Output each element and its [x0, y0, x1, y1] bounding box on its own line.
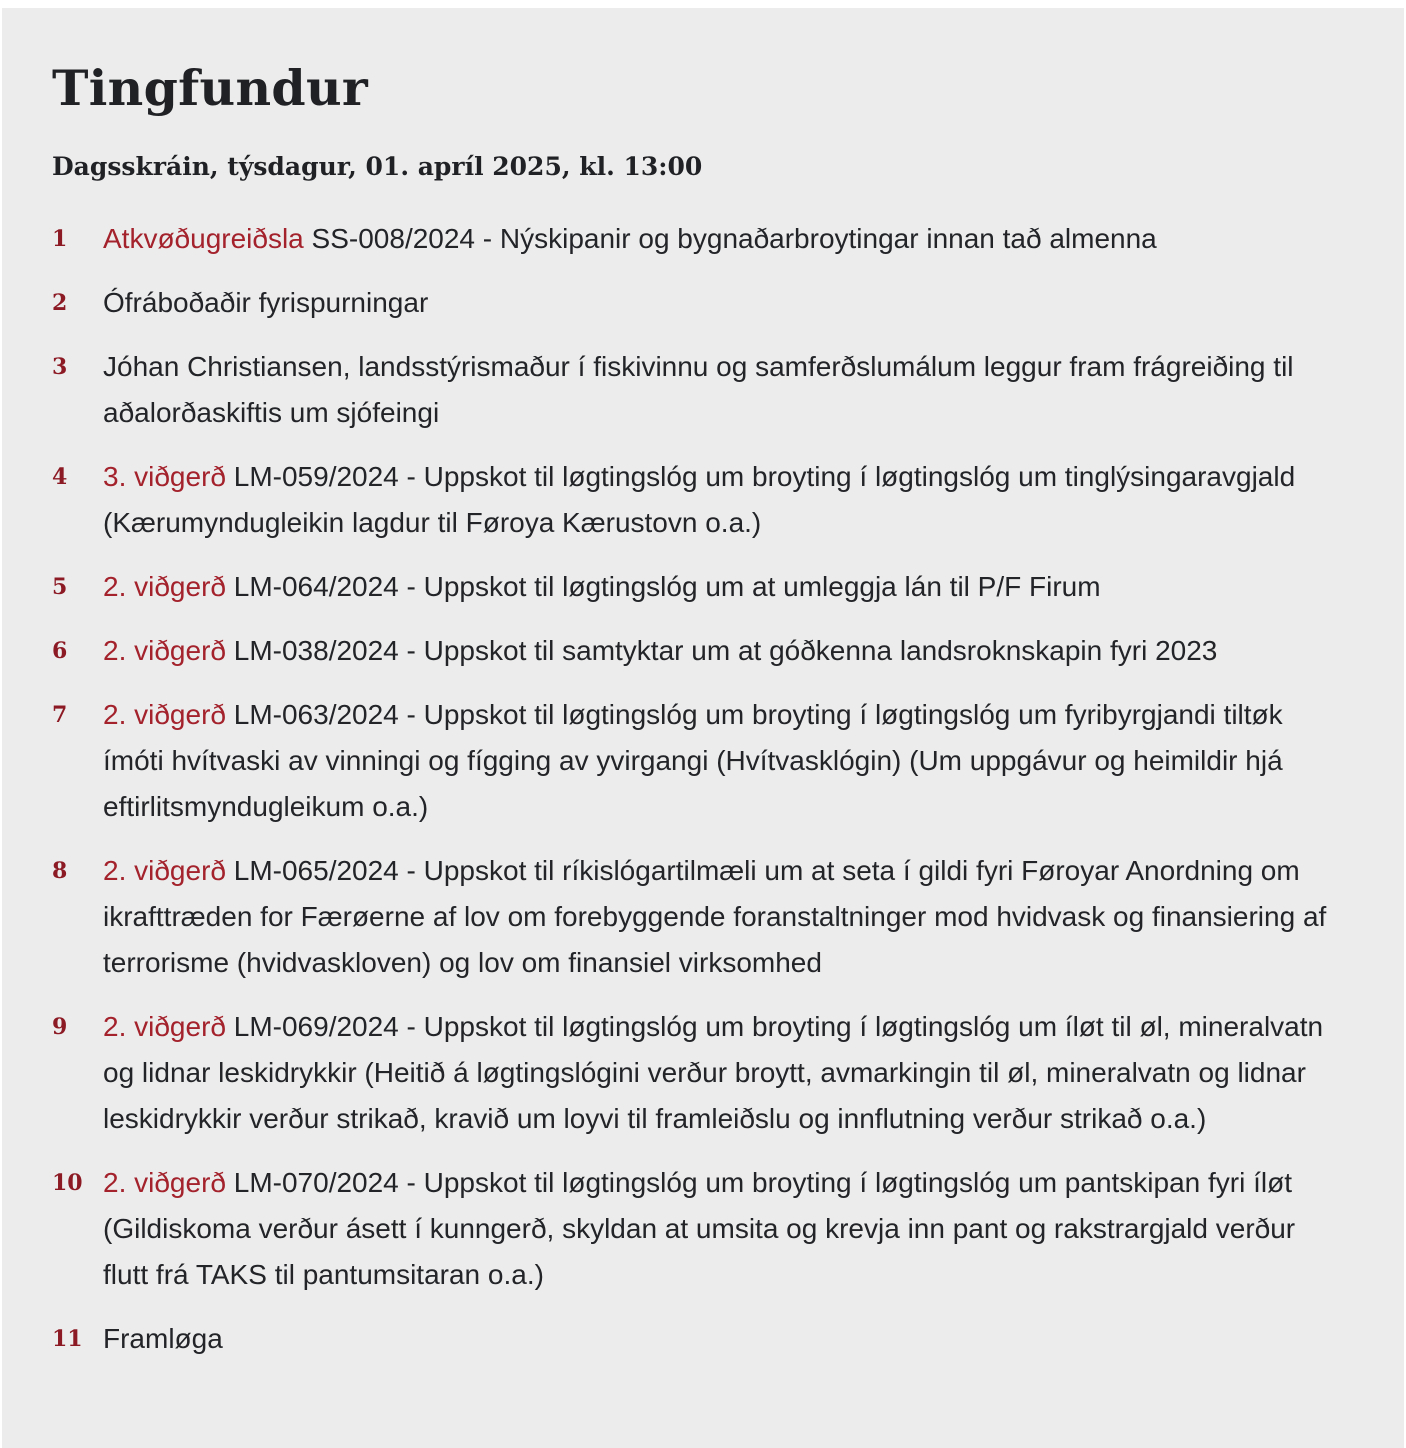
- item-stage-link[interactable]: Atkvøðugreiðsla: [103, 223, 304, 254]
- item-number: 10: [52, 1170, 83, 1196]
- item-description: Framløga: [103, 1323, 223, 1354]
- item-number: 9: [52, 1014, 68, 1040]
- item-number: 1: [52, 226, 68, 252]
- item-stage-link[interactable]: 2. viðgerð: [103, 1011, 226, 1042]
- item-stage-link[interactable]: 2. viðgerð: [103, 855, 226, 886]
- item-description: Ófráboðaðir fyrispurningar: [103, 287, 429, 318]
- item-number: 5: [52, 574, 68, 600]
- agenda-item-4: [52, 454, 1354, 546]
- item-description: LM-070/2024 - Uppskot til løgtingslóg um broyting í løgtingslóg um pantskipan fyri íløt (Gildiskoma verður ásett í kunngerð, skyldan at umsita og krevja inn pant og rakstrargjald verður flutt frá TAKS til pantumsitaran o.a.): [103, 1167, 1296, 1290]
- item-number: 7: [52, 702, 68, 728]
- item-text: [103, 454, 1354, 546]
- item-stage-link[interactable]: 2. viðgerð: [103, 1167, 226, 1198]
- agenda-item-7: [52, 692, 1354, 830]
- agenda-item-6: [52, 628, 1354, 674]
- agenda-item-9: [52, 1004, 1354, 1142]
- item-stage-link[interactable]: 2. viðgerð: [103, 635, 226, 666]
- item-number: 8: [52, 858, 68, 884]
- item-text: [103, 628, 1354, 674]
- item-text: [103, 216, 1354, 262]
- agenda-item-1: [52, 216, 1354, 262]
- item-stage-link[interactable]: 2. viðgerð: [103, 699, 226, 730]
- item-number: 6: [52, 638, 68, 664]
- agenda-date: Dagsskráin, týsdagur, 01. apríl 2025, kl. 13:00: [52, 152, 703, 181]
- item-text: [103, 1004, 1354, 1142]
- item-text: [103, 1316, 1354, 1362]
- item-description: LM-038/2024 - Uppskot til samtyktar um at góðkenna landsroknskapin fyri 2023: [233, 635, 1218, 666]
- item-description: LM-059/2024 - Uppskot til løgtingslóg um broyting í løgtingslóg um tinglýsingaravgjald (Kærumyndugleikin lagdur til Føroya Kærustovn o.a.): [103, 461, 1296, 538]
- agenda-item-8: [52, 848, 1354, 986]
- agenda-list: [52, 216, 1354, 1362]
- item-description: SS-008/2024 - Nýskipanir og bygnaðarbroytingar innan tað almenna: [311, 223, 1157, 254]
- item-description: LM-069/2024 - Uppskot til løgtingslóg um broyting í løgtingslóg um íløt til øl, mineralvatn og lidnar leskidrykkir (Heitið á løgtingslógini verður broytt, avmarkingin til øl, mineralvatn og lidnar leskidrykkir verður strikað, kravið um loyvi til framleiðslu og innflutning verður strikað o.a.): [103, 1011, 1324, 1134]
- agenda-item-10: [52, 1160, 1354, 1298]
- item-text: [103, 692, 1354, 830]
- agenda-item-5: [52, 564, 1354, 610]
- agenda-item-3: [52, 344, 1354, 436]
- agenda-item-2: [52, 280, 1354, 326]
- item-text: [103, 1160, 1354, 1298]
- item-stage-link[interactable]: 2. viðgerð: [103, 571, 226, 602]
- item-description: LM-064/2024 - Uppskot til løgtingslóg um at umleggja lán til P/F Firum: [233, 571, 1101, 602]
- item-number: 2: [52, 290, 68, 316]
- agenda-panel: [2, 8, 1404, 1448]
- item-description: LM-065/2024 - Uppskot til ríkislógartilmæli um at seta í gildi fyri Føroyar Anordning om ikrafttræden for Færøerne af lov om forebyggende foranstaltninger mod hvidvask og finansiering af terrorisme (hvidvaskloven) og lov om finansiel virksomhed: [103, 855, 1327, 978]
- item-text: [103, 848, 1354, 986]
- item-text: [103, 564, 1354, 610]
- item-number: 4: [52, 464, 68, 490]
- item-number: 3: [52, 354, 68, 380]
- item-description: LM-063/2024 - Uppskot til løgtingslóg um broyting í løgtingslóg um fyribyrgjandi tiltøk ímóti hvítvaski av vinningi og fígging av yvirgangi (Hvítvasklógin) (Um uppgávur og heimildir hjá eftirlitsmyndugleikum o.a.): [103, 699, 1283, 822]
- item-stage-link[interactable]: 3. viðgerð: [103, 461, 226, 492]
- item-text: [103, 344, 1354, 436]
- item-text: [103, 280, 1354, 326]
- agenda-item-11: [52, 1316, 1354, 1362]
- item-number: 11: [52, 1326, 83, 1352]
- item-description: Jóhan Christiansen, landsstýrismaður í fiskivinnu og samferðslumálum leggur fram frágreiðing til aðalorðaskiftis um sjófeingi: [103, 351, 1294, 428]
- page-title: Tingfundur: [52, 59, 368, 117]
